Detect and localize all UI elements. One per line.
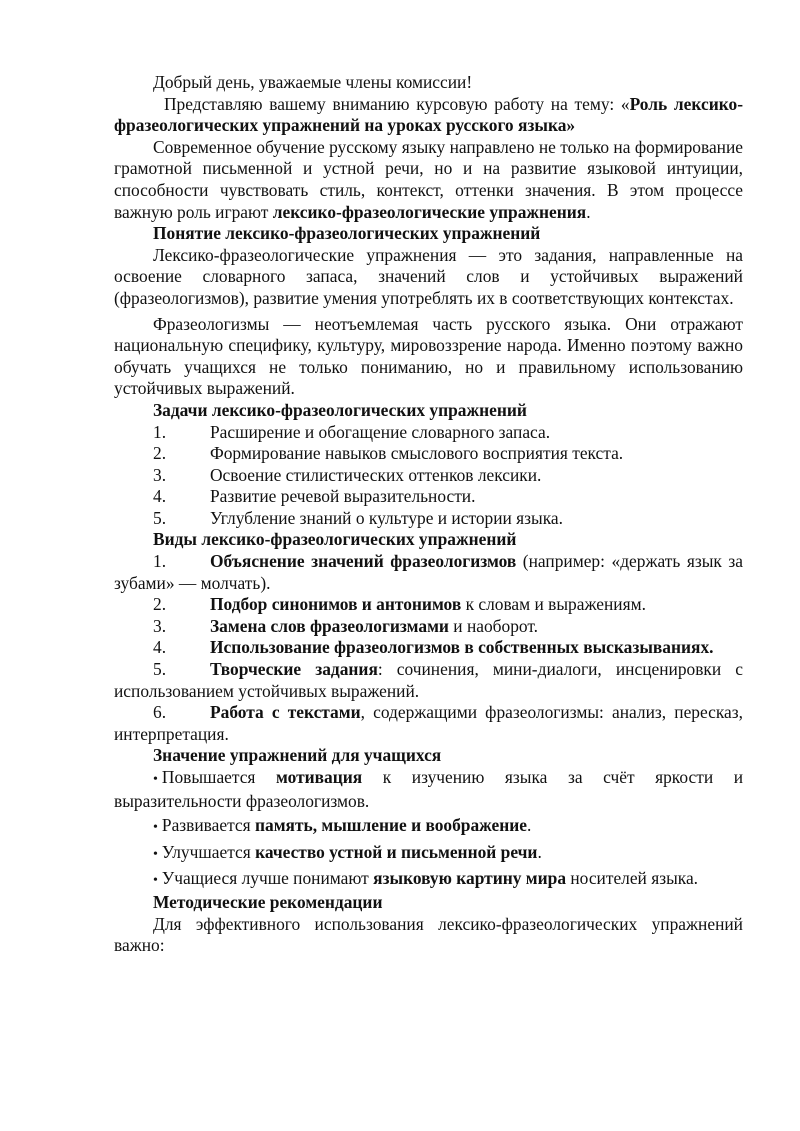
list-item [114, 594, 743, 616]
section5-heading: Методические рекомендации [153, 891, 383, 912]
list-item [114, 637, 743, 659]
list-text: (например: «держать язык за зубами» — молчать). [114, 551, 743, 593]
list-item [114, 702, 743, 745]
section1-heading: Понятие лексико-фразеологических упражнений [153, 223, 541, 244]
types-list [114, 551, 743, 745]
bullet-pre: Развивается [161, 815, 255, 836]
tasks-list [114, 422, 743, 530]
list-text: : сочинения, мини-диалоги, инсценировки с использованием устойчивых выражений. [114, 659, 743, 701]
bullet-pre: Улучшается [161, 841, 256, 862]
list-bold: Подбор синонимов и антонимов [210, 594, 462, 615]
list-number: 2. [153, 443, 167, 464]
modern-paragraph [114, 137, 743, 223]
list-text: к словам и выражениям. [461, 594, 646, 615]
list-number: 1. [153, 551, 167, 572]
list-item [114, 443, 743, 465]
bullet-bold: мотивация [276, 767, 363, 787]
list-item [114, 508, 743, 530]
bullet-icon: • [153, 846, 158, 862]
bullet-icon: • [153, 820, 158, 836]
list-bold: Использование фразеологизмов в собственных высказываниях. [210, 637, 714, 658]
section1-paragraph-2: Фразеологизмы — неотъемлемая часть русского языка. Они отражают национальную специфику, культуру, мировоззрение народа. Именно поэтому важно обучать учащихся не только пониманию, но и правильному использованию устойчивых выражений. [114, 313, 743, 399]
list-number: 3. [153, 464, 167, 485]
list-bold: Замена слов фразеологизмами [210, 615, 449, 636]
bullet-post: носителей языка. [566, 868, 699, 889]
list-number: 1. [153, 421, 167, 442]
list-item [114, 486, 743, 508]
list-bold: Творческие задания [210, 659, 378, 680]
list-text: Освоение стилистических оттенков лексики. [210, 464, 542, 485]
bullet-bold: качество устной и письменной речи [255, 841, 538, 862]
section2-heading: Задачи лексико-фразеологических упражнений [153, 399, 527, 420]
bullet-post: . [527, 815, 532, 836]
list-bold: Работа с текстами [210, 702, 361, 723]
list-text: , содержащими фразеологизмы: анализ, пересказ, интерпретация. [114, 702, 743, 744]
bullet-item [114, 868, 743, 892]
list-item [114, 465, 743, 487]
list-item [114, 616, 743, 638]
bullet-icon: • [153, 873, 158, 889]
bullet-item [114, 767, 743, 812]
bullet-bold: память, мышление и воображение [254, 815, 528, 836]
list-item [114, 422, 743, 444]
section4-heading: Значение упражнений для учащихся [153, 745, 442, 766]
list-bold: Объяснение значений фразеологизмов [210, 551, 517, 572]
bullet-post: к изучению языка за счёт яркости и выразительности фразеологизмов. [114, 767, 744, 811]
list-number: 5. [153, 659, 167, 680]
bullet-post: . [537, 841, 542, 862]
section1-paragraph-1: Лексико-фразеологические упражнения — это задания, направленные на освоение словарного запаса, значений слов и устойчивых выражений (фразеологизмов), развитие умения употреблять их в соответствующих контекстах. [114, 244, 743, 308]
list-text: Формирование навыков смыслового восприятия текста. [210, 443, 624, 464]
list-number: 4. [153, 637, 167, 658]
list-item [114, 659, 743, 702]
list-number: 2. [153, 594, 167, 615]
modern-bold: лексико-фразеологические упражнения [272, 201, 587, 222]
list-number: 6. [153, 702, 167, 723]
intro-text: Представляю вашему вниманию курсовую работу на тему: « [164, 93, 630, 114]
list-number: 5. [153, 507, 167, 528]
bullet-bold: языковую картину мира [373, 868, 567, 889]
bullet-item [114, 842, 743, 866]
bullet-item [114, 815, 743, 839]
list-text: Расширение и обогащение словарного запаса. [210, 421, 551, 442]
modern-end: . [586, 201, 591, 222]
section3-heading: Виды лексико-фразеологических упражнений [153, 529, 517, 550]
section5-paragraph: Для эффективного использования лексико-фразеологических упражнений важно: [114, 913, 743, 956]
list-item [114, 551, 743, 594]
modern-text: Современное обучение русскому языку направлено не только на формирование грамотной письменной и устной речи, но и на развитие языковой интуиции, способности чувствовать стиль, контекст, оттенки значения. В этом процессе важную роль играют [114, 136, 743, 222]
list-text: Развитие речевой выразительности. [210, 486, 476, 507]
intro-paragraph [114, 94, 743, 137]
bullet-pre: Учащиеся лучше понимают [161, 868, 374, 889]
list-number: 4. [153, 486, 167, 507]
benefits-list [114, 767, 743, 892]
list-text: Углубление знаний о культуре и истории языка. [210, 507, 563, 528]
coursework-title: Роль лексико-фразеологических упражнений на уроках русского языка» [114, 93, 743, 136]
list-text: и наоборот. [448, 615, 539, 636]
bullet-icon: • [153, 772, 158, 787]
document-page [114, 72, 743, 957]
bullet-pre: Повышается [161, 767, 276, 787]
list-number: 3. [153, 615, 167, 636]
greeting: Добрый день, уважаемые члены комиссии! [153, 72, 473, 92]
